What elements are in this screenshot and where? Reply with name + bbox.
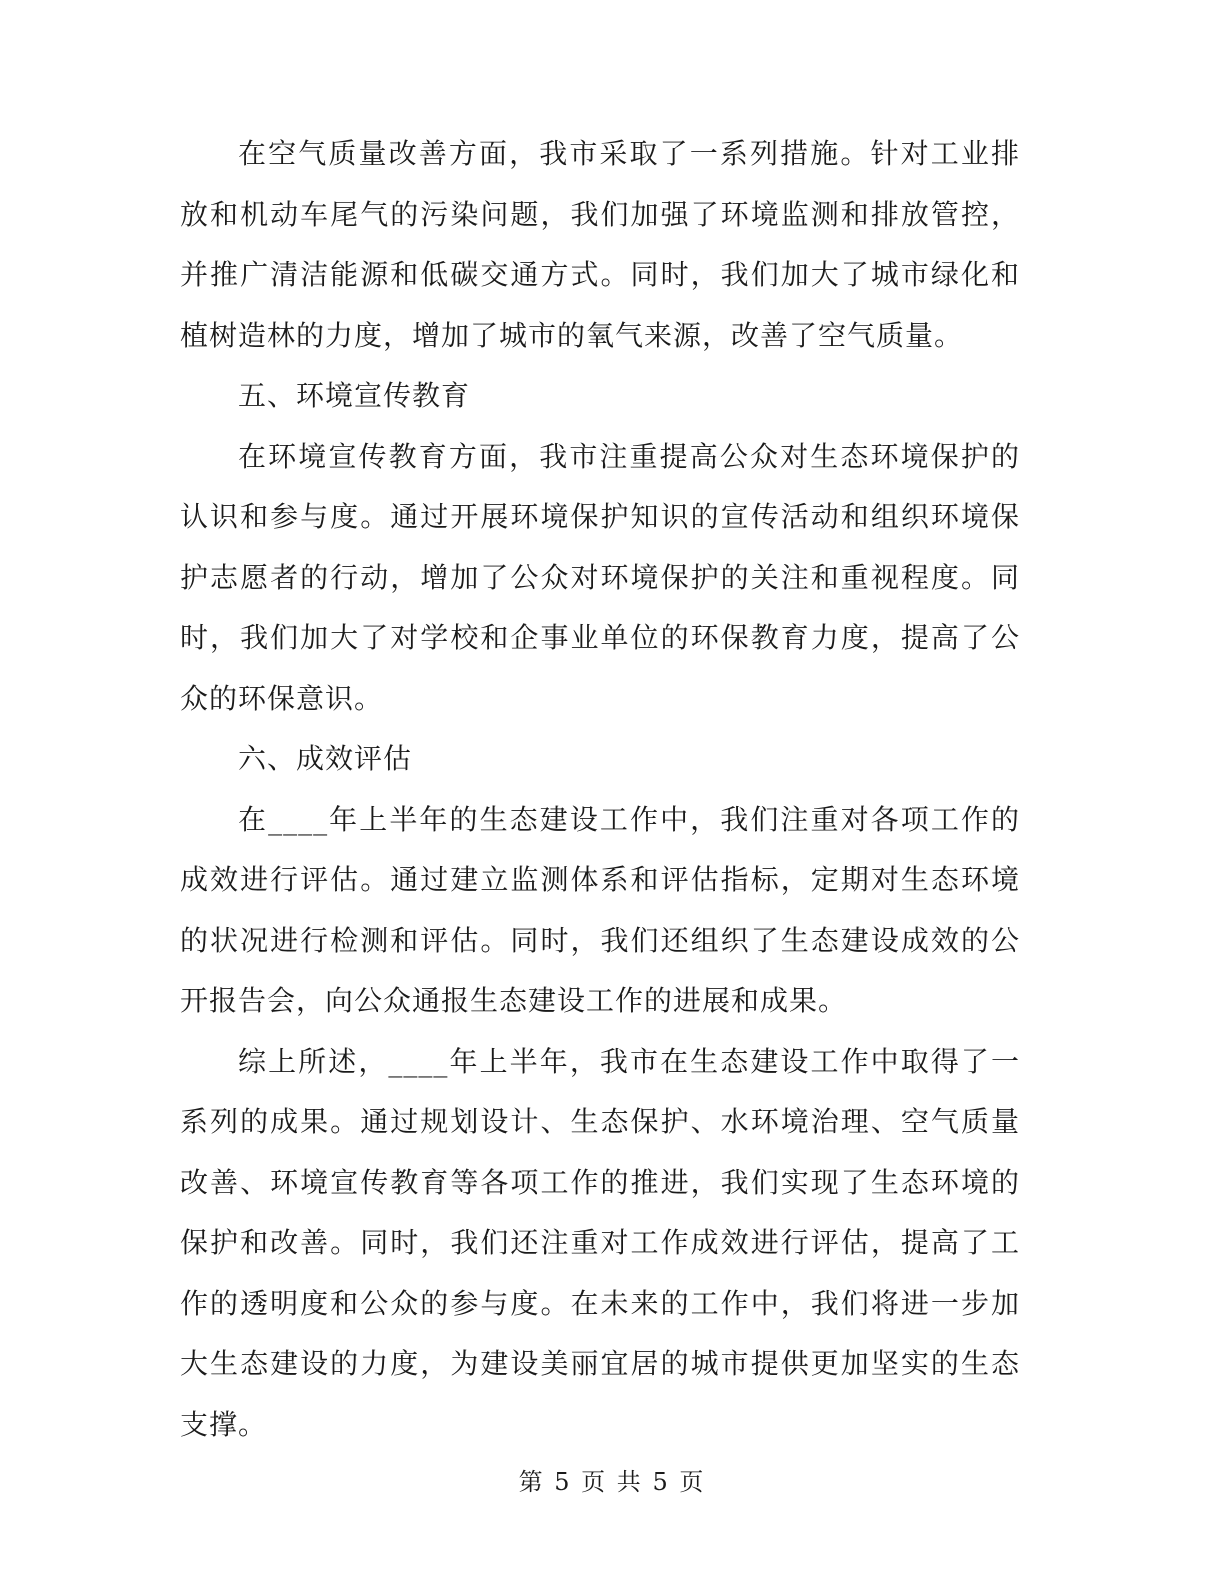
- paragraph-effect-evaluation: 在____年上半年的生态建设工作中，我们注重对各项工作的成效进行评估。通过建立监测体系和评估指标，定期对生态环境的状况进行检测和评估。同时，我们还组织了生态建设成效的公开报告会，向公众通报生态建设工作的进展和成果。: [180, 802, 1020, 1017]
- document-body: [180, 124, 1020, 1455]
- paragraph-summary: 综上所述，____年上半年，我市在生态建设工作中取得了一系列的成果。通过规划设计、生态保护、水环境治理、空气质量改善、环境宣传教育等各项工作的推进，我们实现了生态环境的保护和改善。同时，我们还注重对工作成效进行评估，提高了工作的透明度和公众的参与度。在未来的工作中，我们将进一步加大生态建设的力度，为建设美丽宜居的城市提供更加坚实的生态支撑。: [180, 1044, 1020, 1441]
- page-number-footer: 第 5 页 共 5 页: [518, 1468, 706, 1496]
- section-heading-environmental-education: 五、环境宣传教育: [238, 379, 471, 412]
- paragraph-environmental-education: 在环境宣传教育方面，我市注重提高公众对生态环境保护的认识和参与度。通过开展环境保护知识的宣传活动和组织环境保护志愿者的行动，增加了公众对环境保护的关注和重视程度。同时，我们加大了对学校和企事业单位的环保教育力度，提高了公众的环保意识。: [180, 439, 1020, 715]
- section-heading-effect-evaluation: 六、成效评估: [238, 742, 413, 775]
- paragraph-air-quality: 在空气质量改善方面，我市采取了一系列措施。针对工业排放和机动车尾气的污染问题，我们加强了环境监测和排放管控，并推广清洁能源和低碳交通方式。同时，我们加大了城市绿化和植树造林的力度，增加了城市的氧气来源，改善了空气质量。: [180, 137, 1020, 352]
